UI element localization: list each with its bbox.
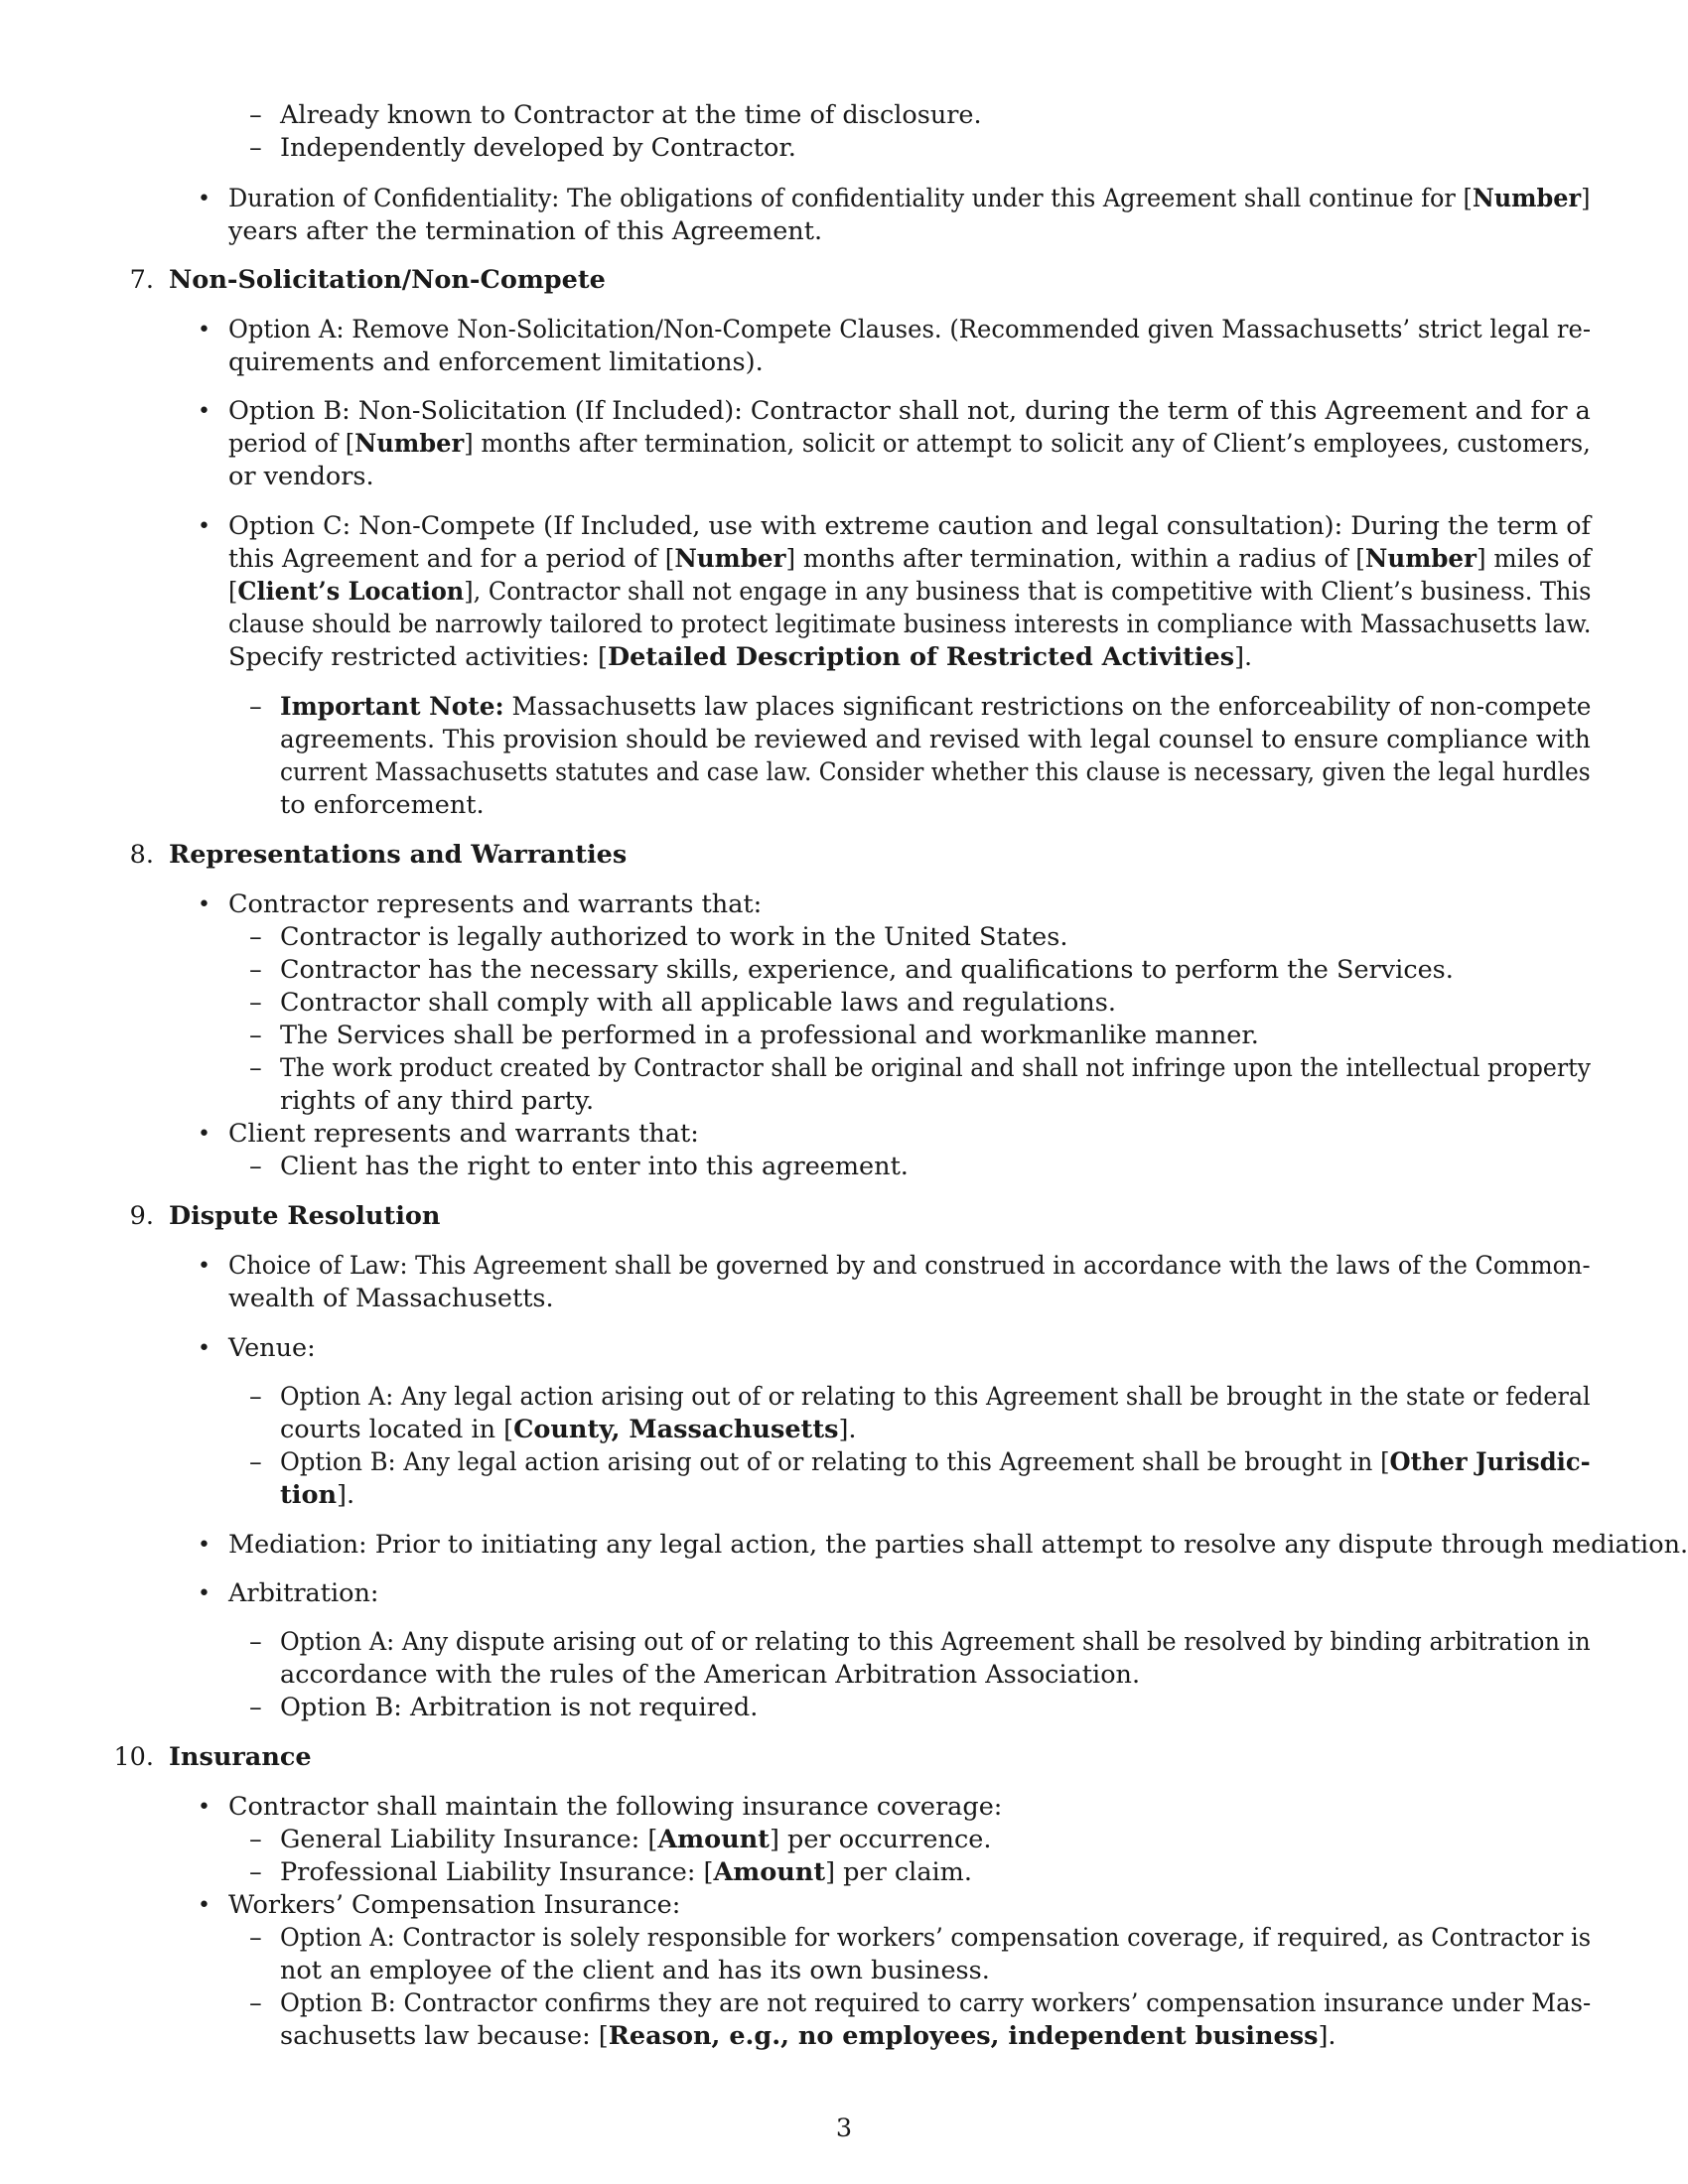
- venue-option-a: Option A: Any legal action arising out of or relating to this Agreement shall be brought in the state or federal courts located in [County, Massachusetts].: [280, 1382, 1591, 1444]
- dash-marker: –: [249, 1447, 262, 1477]
- placeholder: Number: [1472, 184, 1582, 213]
- list-item: Contractor shall maintain the following insurance coverage:: [228, 1792, 1003, 1822]
- bullet-marker: •: [198, 1254, 211, 1279]
- mediation-clause: Mediation: Prior to initiating any legal action, the parties shall attempt to resolve any dispute through mediation.: [228, 1530, 1688, 1560]
- dash-marker: –: [249, 1988, 262, 2018]
- list-item: Client has the right to enter into this agreement.: [280, 1152, 909, 1181]
- arbitration-option-b: Option B: Arbitration is not required.: [280, 1693, 759, 1722]
- wc-option-a: Option A: Contractor is solely responsible for workers’ compensation coverage, if required, as Contractor is not an employee of the client and has its own business.: [280, 1923, 1592, 1985]
- arbitration-option-a: Option A: Any dispute arising out of or relating to this Agreement shall be resolved by binding arbitration in accordance with the rules of the American Arbitration Association.: [280, 1627, 1591, 1690]
- list-item: Contractor is legally authorized to work in the United States.: [280, 922, 1068, 952]
- section-heading: Non-Solicitation/Non-Compete: [169, 265, 606, 295]
- dash-marker: –: [249, 1627, 262, 1657]
- list-item: The work product created by Contractor shall be original and shall not infringe upon the intellectual property rights of any third party.: [280, 1053, 1592, 1116]
- dash-marker: –: [249, 1053, 262, 1083]
- list-item: The Services shall be performed in a professional and workmanlike manner.: [280, 1021, 1259, 1050]
- placeholder: Reason, e.g., no employees, independent business: [608, 2021, 1319, 2051]
- list-item: Professional Liability Insurance: [Amount] per claim.: [280, 1857, 972, 1887]
- bullet-marker: •: [198, 399, 211, 424]
- placeholder: Number: [354, 429, 465, 459]
- option-c-clause: Option C: Non-Compete (If Included, use with extreme caution and legal consultation): During the term of this Agreement and for a period of [Number] months after termination, within a radius of [Number] miles of [Client’s Location], Contractor shall not engage in any business that is competitive with Client’s business. This clause should be narrowly tailored to protect legitimate business interests in compliance with Massachusetts law. Specify restricted activities: [Detailed Description of Restricted Activities].: [228, 511, 1592, 672]
- section-heading: Dispute Resolution: [169, 1201, 441, 1231]
- dash-marker: –: [249, 1857, 262, 1887]
- section-number: 7.: [129, 265, 154, 295]
- bullet-marker: •: [198, 1795, 211, 1820]
- placeholder: tion: [280, 1480, 338, 1510]
- page-number: 3: [835, 2114, 853, 2143]
- list-item: Contractor represents and warrants that:: [228, 889, 763, 919]
- bullet-marker: •: [198, 1893, 211, 1918]
- list-item: General Liability Insurance: [Amount] per occurrence.: [280, 1825, 992, 1854]
- section-number: 9.: [129, 1201, 154, 1231]
- placeholder: County, Massachusetts: [513, 1415, 839, 1444]
- dash-marker: –: [249, 1021, 262, 1050]
- note-label: Important Note:: [280, 692, 504, 722]
- dash-marker: –: [249, 988, 262, 1018]
- choice-of-law-clause: Choice of Law: This Agreement shall be governed by and construed in accordance with the laws of the Common- wealth of Massachusetts.: [228, 1251, 1591, 1313]
- dash-marker: –: [249, 1825, 262, 1854]
- venue-option-b: Option B: Any legal action arising out of or relating to this Agreement shall be brought in [Other Jurisdic- tion].: [280, 1447, 1591, 1510]
- list-item: Venue:: [228, 1333, 316, 1363]
- dash-marker: –: [249, 922, 262, 952]
- duration-clause: Duration of Confidentiality: The obligations of confidentiality under this Agreement shall continue for [Number] years after the termination of this Agreement.: [228, 184, 1591, 246]
- placeholder: Number: [674, 544, 786, 574]
- section-number: 8.: [129, 840, 154, 870]
- dash-marker: –: [249, 1382, 262, 1412]
- placeholder: Client’s Location: [237, 577, 465, 607]
- section-heading: Insurance: [169, 1742, 312, 1772]
- dash-marker: –: [249, 1923, 262, 1953]
- dash-marker: –: [249, 1693, 262, 1722]
- option-a-clause: Option A: Remove Non-Solicitation/Non-Compete Clauses. (Recommended given Massachusetts’ strict legal re- quirements and enforcement limitations).: [228, 315, 1592, 377]
- placeholder: Amount: [657, 1825, 770, 1854]
- list-item: Client represents and warrants that:: [228, 1119, 699, 1149]
- list-item: Independently developed by Contractor.: [280, 133, 796, 163]
- option-b-clause: Option B: Non-Solicitation (If Included): Contractor shall not, during the term of this Agreement and for a period of [Number] months after termination, solicit or attempt to solicit any of Client’s employees, customers, or vendors.: [228, 396, 1591, 491]
- placeholder: Number: [1364, 544, 1477, 574]
- bullet-marker: •: [198, 892, 211, 917]
- bullet-marker: •: [198, 1581, 211, 1606]
- dash-marker: –: [249, 1152, 262, 1181]
- bullet-marker: •: [198, 187, 211, 211]
- list-item: Already known to Contractor at the time of disclosure.: [280, 100, 982, 130]
- list-item: Contractor shall comply with all applicable laws and regulations.: [280, 988, 1116, 1018]
- section-number: 10.: [113, 1742, 154, 1772]
- list-item: Contractor has the necessary skills, experience, and qualifications to perform the Services.: [280, 955, 1454, 985]
- section-heading: Representations and Warranties: [169, 840, 628, 870]
- list-item: Workers’ Compensation Insurance:: [228, 1890, 681, 1920]
- dash-marker: –: [249, 100, 262, 130]
- wc-option-b: Option B: Contractor confirms they are not required to carry workers’ compensation insurance under Mas- sachusetts law because: [Reason, e.g., no employees, independent business].: [280, 1988, 1592, 2051]
- placeholder: Detailed Description of Restricted Activities: [607, 642, 1235, 672]
- placeholder: Amount: [713, 1857, 826, 1887]
- bullet-marker: •: [198, 1533, 211, 1558]
- dash-marker: –: [249, 692, 262, 722]
- placeholder: Other Jurisdic-: [1389, 1447, 1591, 1477]
- bullet-marker: •: [198, 1122, 211, 1147]
- bullet-marker: •: [198, 318, 211, 342]
- list-item: Arbitration:: [228, 1578, 379, 1608]
- bullet-marker: •: [198, 1336, 211, 1361]
- dash-marker: –: [249, 133, 262, 163]
- dash-marker: –: [249, 955, 262, 985]
- important-note: Important Note: Massachusetts law places significant restrictions on the enforceability of non-compete agreements. This provision should be reviewed and revised with legal counsel to ensure compliance with current Massachusetts statutes and case law. Consider whether this clause is necessary, given the legal hurdles to enforcement.: [280, 692, 1592, 820]
- bullet-marker: •: [198, 514, 211, 539]
